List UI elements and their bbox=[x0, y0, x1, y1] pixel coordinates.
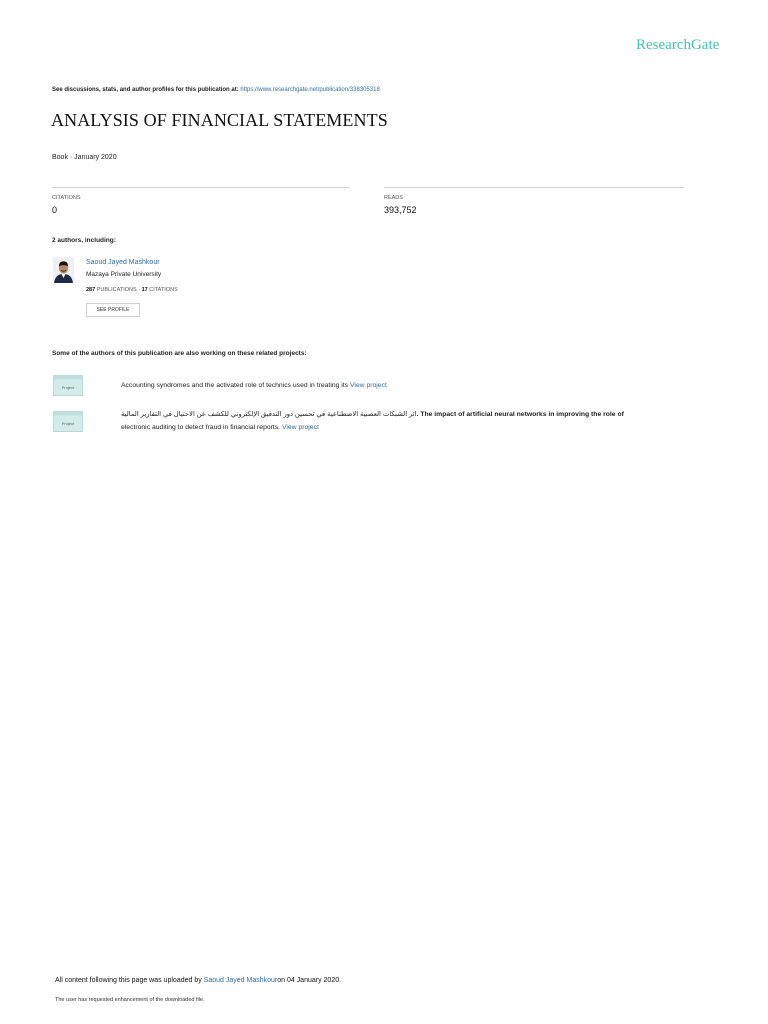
publication-type-date: Book · January 2020 bbox=[52, 154, 117, 161]
see-discussions-line bbox=[52, 87, 380, 93]
project-2-view-link[interactable]: View project bbox=[281, 424, 319, 431]
project-folder-icon bbox=[53, 411, 83, 432]
reads-value: 393,752 bbox=[384, 205, 417, 215]
upload-notice bbox=[55, 977, 341, 984]
publication-url-link[interactable]: https://www.researchgate.net/publication/338305318 bbox=[240, 87, 380, 93]
researchgate-logo[interactable]: ResearchGate bbox=[636, 37, 720, 53]
author-citations-count: 17 bbox=[141, 287, 148, 293]
citations-divider bbox=[52, 187, 350, 188]
upload-notice-suffix: on 04 January 2020. bbox=[277, 977, 342, 984]
author-publications-count: 287 bbox=[86, 287, 96, 293]
project-1-view-link[interactable]: View project bbox=[349, 382, 387, 389]
related-projects-heading: Some of the authors of this publication are also working on these related projects: bbox=[52, 350, 307, 357]
author-citations-label: CITATIONS bbox=[149, 287, 178, 293]
project-2-description bbox=[121, 408, 721, 434]
upload-notice-prefix: All content following this page was uploaded by bbox=[55, 977, 202, 984]
project-thumb-label: Project bbox=[61, 385, 75, 390]
project-1-description bbox=[121, 379, 387, 392]
project-thumbnail[interactable] bbox=[53, 375, 83, 396]
author-publications-label: PUBLICATIONS bbox=[96, 287, 137, 293]
enhancement-request-note: The user has requested enhancement of the downloaded file. bbox=[55, 997, 205, 1003]
uploader-link[interactable]: Saoud Jayed Mashkour bbox=[203, 977, 278, 984]
project-folder-icon bbox=[53, 375, 83, 396]
project-2-arabic-title: اثر الشبكات العصبية الاصطناعية في تحسين دور التدقيق الإلكتروني للكشف عن الاحتيال في التقارير المالية bbox=[121, 411, 417, 418]
project-2-text-line2: electronic auditing to detect fraud in financial reports. bbox=[121, 424, 281, 431]
author-institution: Mazaya Private University bbox=[86, 271, 162, 278]
citations-label: CITATIONS bbox=[52, 195, 81, 201]
publication-title: ANALYSIS OF FINANCIAL STATEMENTS bbox=[51, 110, 388, 130]
author-name-link[interactable]: Saoud Jayed Mashkour bbox=[86, 259, 160, 266]
authors-heading: 2 authors, including: bbox=[52, 237, 116, 244]
project-1-text: Accounting syndromes and the activated role of technics used in treating its bbox=[121, 382, 349, 389]
author-stats-separator: · bbox=[138, 287, 141, 293]
see-profile-button[interactable]: SEE PROFILE bbox=[86, 303, 140, 317]
reads-label: READS bbox=[384, 195, 403, 201]
project-thumbnail[interactable] bbox=[53, 411, 83, 432]
author-stats bbox=[86, 287, 178, 293]
author-avatar[interactable] bbox=[53, 257, 74, 283]
project-2-english-title: . The impact of artificial neural networks in improving the role of bbox=[416, 411, 624, 418]
project-thumb-label: Project bbox=[61, 421, 75, 426]
see-discussions-text: See discussions, stats, and author profiles for this publication at: bbox=[52, 87, 239, 93]
author-photo-icon bbox=[53, 257, 74, 283]
citations-value: 0 bbox=[52, 205, 58, 215]
reads-divider bbox=[384, 187, 684, 188]
